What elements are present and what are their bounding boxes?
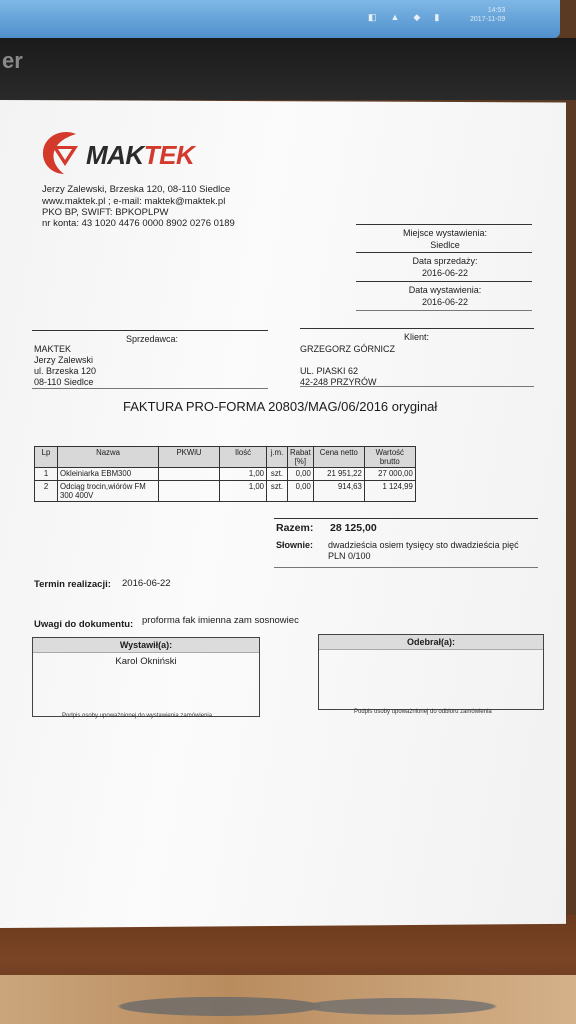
cell-discount: 0,00 — [288, 481, 314, 502]
invoice-title: FAKTURA PRO-FORMA 20803/MAG/06/2016 oryginał — [123, 399, 438, 414]
seller-street: ul. Brzeska 120 — [34, 366, 97, 376]
divider — [356, 224, 532, 225]
logo-text-tek: TEK — [143, 140, 195, 170]
table-row — [35, 468, 416, 481]
remarks-value: proforma fak imienna zam sosnowiec — [142, 615, 299, 626]
logo-text-mak: MAK — [86, 140, 144, 170]
total-label: Razem: — [276, 522, 314, 534]
column-header-name: Nazwa — [58, 447, 159, 468]
received-by-box — [318, 634, 544, 710]
cell-discount: 0,00 — [288, 468, 314, 481]
taskbar-clock — [470, 6, 505, 24]
cell-name: Odciąg trocin,wiórów FM 300 400V — [58, 481, 159, 502]
column-header-net-price: Cena netto — [313, 447, 364, 468]
feet — [100, 980, 500, 1024]
remarks-label: Uwagi do dokumentu: — [34, 619, 134, 630]
received-by-caption: Podpis osoby upoważnionej do odbioru zamówienia — [354, 709, 492, 715]
cell-pkwiu — [159, 468, 220, 481]
laptop-bezel — [0, 38, 576, 100]
sale-date: 2016-06-22 — [421, 268, 469, 278]
client-label: Klient: — [404, 332, 430, 342]
sale-date-label: Data sprzedaży: — [412, 256, 478, 266]
cell-unit: szt. — [267, 481, 288, 502]
total-words-label: Słownie: — [276, 540, 314, 550]
seller-name: MAKTEK — [34, 344, 72, 354]
issued-by-caption: Podpis osoby upoważnionej do wystawienia zamówienia — [62, 713, 213, 719]
seller-person: Jerzy Zalewski — [34, 355, 94, 365]
company-logo-text — [86, 140, 194, 171]
seller-city: 08-110 Siedlce — [34, 377, 94, 387]
client-name: GRZEGORZ GÓRNICZ — [300, 344, 395, 354]
total-words-line1: dwadzieścia osiem tysięcy sto dwadzieścia pięć — [328, 540, 519, 550]
company-contact: www.maktek.pl ; e-mail: maktek@maktek.pl — [42, 196, 226, 207]
column-header-gross-value: Wartość brutto — [364, 447, 415, 468]
divider — [300, 328, 534, 329]
cell-qty: 1,00 — [220, 468, 267, 481]
cell-gross-value: 1 124,99 — [364, 481, 415, 502]
company-address: Jerzy Zalewski, Brzeska 120, 08-110 Siedlce — [42, 184, 231, 195]
divider — [274, 518, 538, 519]
cell-net-price: 21 951,22 — [313, 468, 364, 481]
cell-unit: szt. — [267, 468, 288, 481]
received-by-label: Odebrał(a): — [319, 635, 543, 650]
issue-place-label: Miejsce wystawienia: — [402, 228, 488, 238]
column-header-discount: Rabat [%] — [288, 447, 314, 468]
cell-qty: 1,00 — [220, 481, 267, 502]
items-table — [34, 446, 416, 502]
divider — [32, 388, 268, 389]
divider — [32, 330, 268, 331]
issue-place: Siedlce — [430, 240, 460, 250]
taskbar-date: 2017-11-09 — [470, 16, 506, 23]
cell-lp: 1 — [35, 468, 58, 481]
cell-pkwiu — [159, 481, 220, 502]
cell-lp: 2 — [35, 481, 58, 502]
issued-by-box — [32, 637, 260, 717]
issue-date: 2016-06-22 — [421, 297, 469, 307]
cell-net-price: 914,63 — [313, 481, 364, 502]
laptop-brand: er — [2, 48, 23, 73]
table-header-row — [35, 447, 416, 468]
client-city: 42-248 PRZYRÓW — [300, 377, 377, 387]
issue-date-label: Data wystawienia: — [408, 285, 482, 295]
realization-label: Termin realizacji: — [34, 579, 111, 590]
column-header-pkwiu: PKWiU — [159, 447, 220, 468]
taskbar-tray-icons: ◧▲◆▮ — [368, 12, 454, 22]
total-words-line2: PLN 0/100 — [328, 551, 371, 561]
issued-by-name: Karol Okniński — [115, 656, 177, 667]
total-value: 28 125,00 — [330, 522, 377, 534]
column-header-qty: Ilość — [220, 447, 267, 468]
divider — [356, 281, 532, 282]
maktek-logo-icon — [40, 130, 86, 176]
realization-date: 2016-06-22 — [122, 578, 171, 589]
cell-name: Okleiniarka EBM300 — [58, 468, 159, 481]
cell-gross-value: 27 000,00 — [364, 468, 415, 481]
issued-by-label: Wystawił(a): — [33, 638, 259, 653]
column-header-lp: Lp — [35, 447, 58, 468]
company-bank: PKO BP, SWIFT: BPKOPLPW — [42, 207, 169, 218]
divider — [356, 310, 532, 311]
divider — [274, 567, 538, 568]
taskbar-time: 14:53 — [487, 7, 506, 14]
company-account: nr konta: 43 1020 4476 0000 8902 0276 0189 — [42, 218, 235, 229]
divider — [356, 252, 532, 253]
table-row — [35, 481, 416, 502]
column-header-unit: j.m. — [267, 447, 288, 468]
client-street: UL. PIASKI 62 — [300, 366, 359, 376]
divider — [300, 386, 534, 387]
seller-label: Sprzedawca: — [126, 334, 179, 344]
